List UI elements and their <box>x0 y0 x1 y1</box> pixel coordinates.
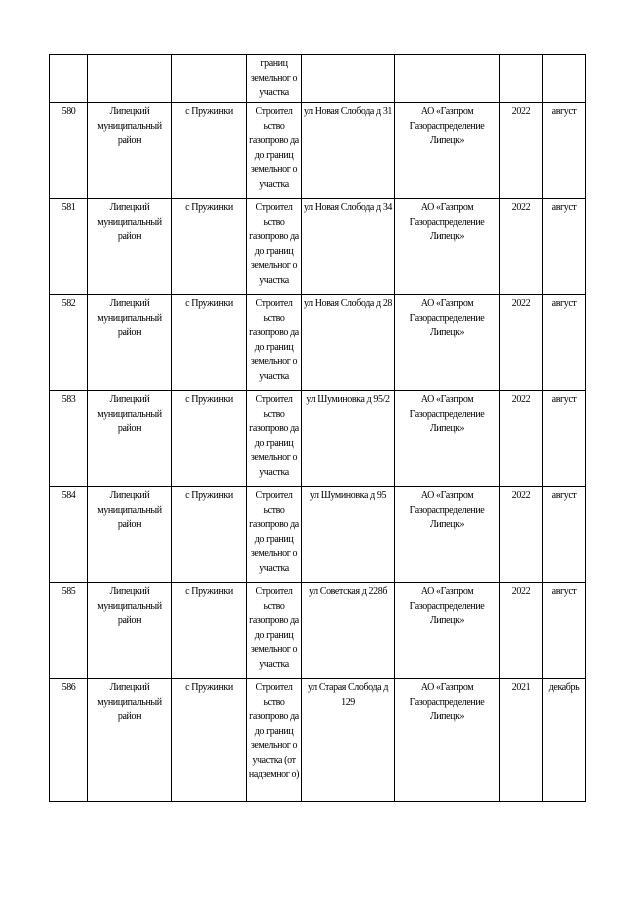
cell-operator: АО «Газпром Газораспределение Липецк» <box>395 487 500 583</box>
cell-address: ул Советская д 228б <box>302 583 395 679</box>
cell-year: 2021 <box>500 679 543 802</box>
cell-operator: АО «Газпром Газораспределение Липецк» <box>395 199 500 295</box>
cell-work: Строител ьство газопрово да до границ земельног о участка <box>247 103 302 199</box>
cell-month: август <box>543 295 586 391</box>
cell-district: Липецкий муниципальный район <box>88 487 172 583</box>
table-row <box>50 103 586 199</box>
cell-address: ул Новая Слобода д 31 <box>302 103 395 199</box>
table-row <box>50 583 586 679</box>
cell-month: август <box>543 583 586 679</box>
cell-settlement: с Пружинки <box>172 295 247 391</box>
cell-num <box>50 55 88 103</box>
cell-address: ул Новая Слобода д 28 <box>302 295 395 391</box>
cell-num: 583 <box>50 391 88 487</box>
cell-operator: АО «Газпром Газораспределение Липецк» <box>395 295 500 391</box>
cell-work: Строител ьство газопрово да до границ земельног о участка <box>247 199 302 295</box>
cell-month: декабрь <box>543 679 586 802</box>
cell-year <box>500 55 543 103</box>
table-row <box>50 295 586 391</box>
cell-year: 2022 <box>500 199 543 295</box>
cell-district: Липецкий муниципальный район <box>88 295 172 391</box>
cell-work: границ земельног о участка <box>247 55 302 103</box>
cell-district: Липецкий муниципальный район <box>88 583 172 679</box>
table-row <box>50 679 586 802</box>
gasification-schedule-table <box>49 54 586 802</box>
cell-district: Липецкий муниципальный район <box>88 103 172 199</box>
cell-month: август <box>543 103 586 199</box>
cell-year: 2022 <box>500 295 543 391</box>
cell-address: ул Шуминовка д 95 <box>302 487 395 583</box>
cell-num: 582 <box>50 295 88 391</box>
cell-settlement: с Пружинки <box>172 199 247 295</box>
cell-address: ул Старая Слобода д 129 <box>302 679 395 802</box>
cell-settlement: с Пружинки <box>172 583 247 679</box>
cell-operator: АО «Газпром Газораспределение Липецк» <box>395 583 500 679</box>
table-row <box>50 391 586 487</box>
cell-month <box>543 55 586 103</box>
cell-month: август <box>543 199 586 295</box>
table-body <box>50 55 586 802</box>
cell-year: 2022 <box>500 103 543 199</box>
cell-year: 2022 <box>500 583 543 679</box>
cell-settlement: с Пружинки <box>172 487 247 583</box>
cell-settlement: с Пружинки <box>172 103 247 199</box>
cell-district: Липецкий муниципальный район <box>88 391 172 487</box>
cell-work: Строител ьство газопрово да до границ земельног о участка <box>247 487 302 583</box>
cell-address: ул Шуминовка д 95/2 <box>302 391 395 487</box>
cell-address: ул Новая Слобода д 34 <box>302 199 395 295</box>
cell-work: Строител ьство газопрово да до границ земельног о участка <box>247 583 302 679</box>
cell-year: 2022 <box>500 391 543 487</box>
cell-num: 584 <box>50 487 88 583</box>
cell-num: 586 <box>50 679 88 802</box>
cell-work: Строител ьство газопрово да до границ земельног о участка <box>247 391 302 487</box>
table-row-continued <box>50 55 586 103</box>
cell-work: Строител ьство газопрово да до границ земельног о участка (от надземног о) <box>247 679 302 802</box>
cell-settlement: с Пружинки <box>172 391 247 487</box>
cell-operator: АО «Газпром Газораспределение Липецк» <box>395 391 500 487</box>
cell-settlement: с Пружинки <box>172 679 247 802</box>
cell-num: 581 <box>50 199 88 295</box>
cell-work: Строител ьство газопрово да до границ земельног о участка <box>247 295 302 391</box>
cell-month: август <box>543 391 586 487</box>
cell-num: 585 <box>50 583 88 679</box>
cell-settlement <box>172 55 247 103</box>
cell-num: 580 <box>50 103 88 199</box>
cell-district <box>88 55 172 103</box>
cell-district: Липецкий муниципальный район <box>88 199 172 295</box>
table-row <box>50 199 586 295</box>
cell-operator: АО «Газпром Газораспределение Липецк» <box>395 679 500 802</box>
cell-district: Липецкий муниципальный район <box>88 679 172 802</box>
cell-year: 2022 <box>500 487 543 583</box>
cell-operator: АО «Газпром Газораспределение Липецк» <box>395 103 500 199</box>
cell-address <box>302 55 395 103</box>
cell-operator <box>395 55 500 103</box>
cell-month: август <box>543 487 586 583</box>
table-row <box>50 487 586 583</box>
